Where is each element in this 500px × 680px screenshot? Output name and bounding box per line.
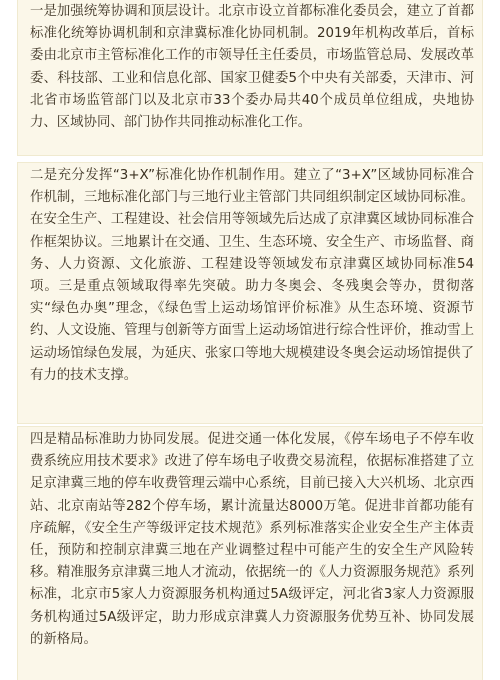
paragraph-1: 一是加强统筹协调和顶层设计。北京市设立首都标准化委员会，建立了首都标准化统筹协调机制和京津冀标准化协同机制。2019年机构改革后，首标委由北京市主管标准化工作的市领导任主任委员，市场监管总局、发展改革委、科技部、工业和信息化部、国家卫健委5个中央有关部委，天津市、河北省市场监管部门以及北京市33个委办局共40个成员单位组成，央地协力、区域协同、部门协作共同推动标准化工作。 (30, 4, 474, 131)
paragraph-block-2 (17, 162, 483, 424)
paragraph-3: 四是精品标准助力协同发展。促进交通一体化发展，《停车场电子不停车收费系统应用技术要求》改进了停车场电子收费交易流程，依据标准搭建了立足京津冀三地的停车收费管理云端中心系统，目前已接入大兴机场、北京西站、北京南站等282个停车场，累计流量达8000万笔。促进非首都功能有序疏解，《安全生产等级评定技术规范》系列标准落实企业安全生产主体责任，预防和控制京津冀三地在产业调整过程中可能产生的安全生产风险转移。精准服务京津冀三地人才流动，依据统一的《人力资源服务规范》系列标准，北京市5家人力资源服务机构通过5A级评定，河北省3家人力资源服务机构通过5A级评定，助力形成京津冀人力资源服务优势互补、协同发展的新格局。 (30, 432, 474, 647)
paragraph-block-3 (17, 426, 483, 680)
paragraph-2: 二是充分发挥“3+X”标准化协作机制作用。建立了“3+X”区域协同标准合作机制，三地标准化部门与三地行业主管部门共同组织制定区域协同标准。在安全生产、工程建设、社会信用等领域先后达成了京津冀区域协同标准合作框架协议。三地累计在交通、卫生、生态环境、安全生产、市场监督、商务、人力资源、文化旅游、工程建设等领域发布京津冀区域协同标准54项。三是重点领域取得率先突破。助力冬奥会、冬残奥会等办，贯彻落实“绿色办奥”理念，《绿色雪上运动场馆评价标准》从生态环境、资源节约、人文设施、管理与创新等方面雪上运动场馆进行综合性评价，推动雪上运动场馆绿色发展，为延庆、张家口等地大规模建设冬奥会运动场馆提供了有力的技术支撑。 (30, 168, 474, 383)
paragraph-block-1 (17, 0, 483, 156)
